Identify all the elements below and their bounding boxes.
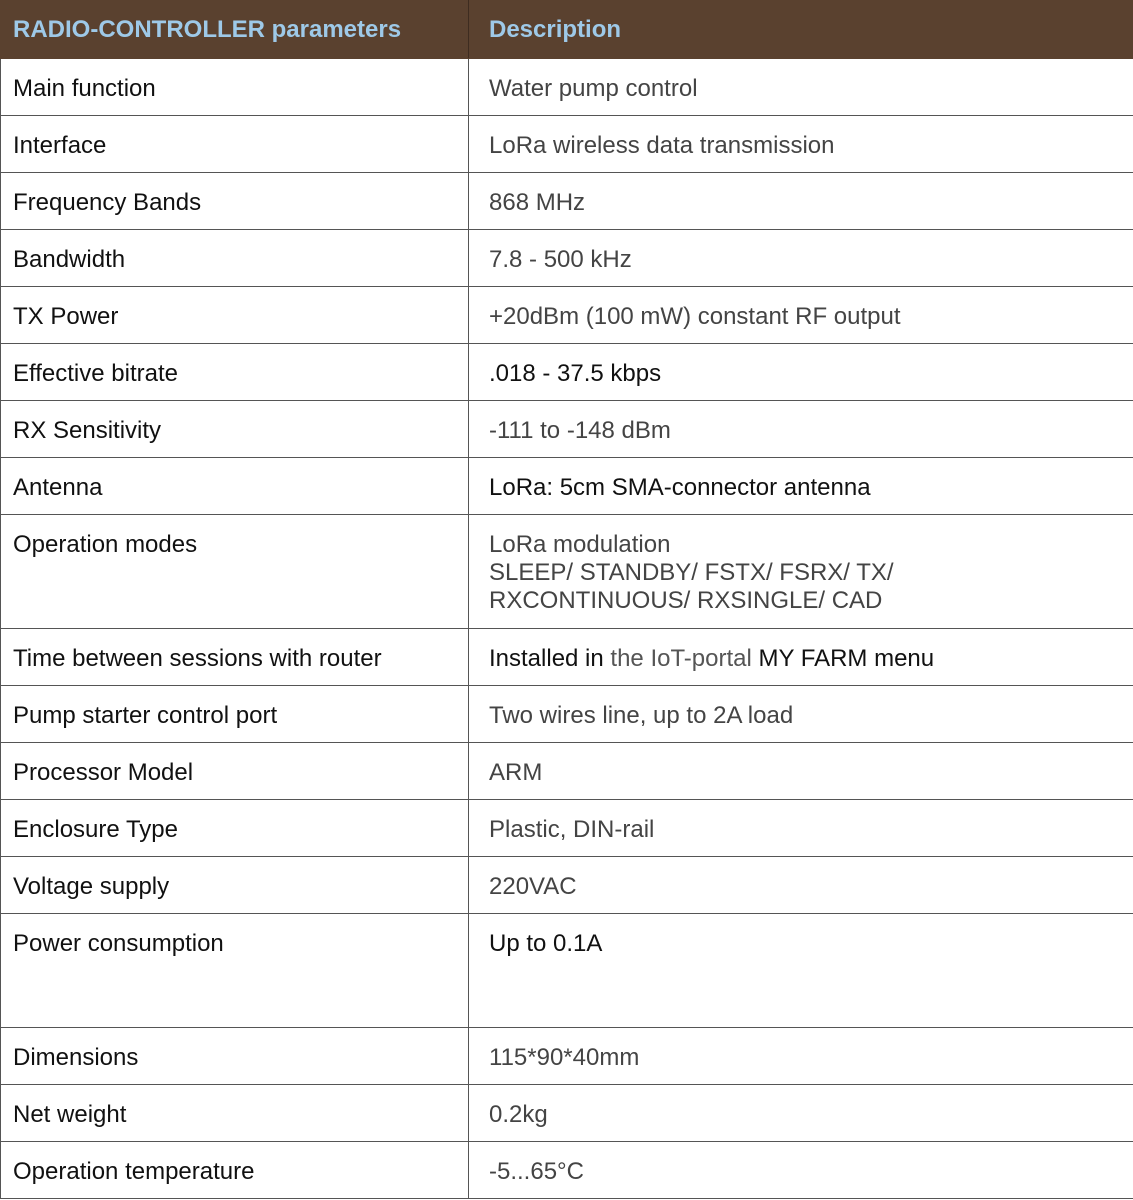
parameter-cell: Operation temperature (1, 1142, 469, 1199)
value-cell: LoRa wireless data transmission (469, 116, 1133, 173)
table-row (1, 857, 1133, 914)
value-line: LoRa modulation (489, 531, 671, 558)
table-row (1, 344, 1133, 401)
parameter-cell: Dimensions (1, 1028, 469, 1085)
parameter-cell: RX Sensitivity (1, 401, 469, 458)
value-cell (469, 515, 1133, 629)
value-cell: 115*90*40mm (469, 1028, 1133, 1085)
column-header-description: Description (469, 1, 1133, 59)
table-row (1, 173, 1133, 230)
table-row (1, 230, 1133, 287)
value-cell: 0.2kg (469, 1085, 1133, 1142)
parameter-cell: Frequency Bands (1, 173, 469, 230)
parameter-cell: Interface (1, 116, 469, 173)
parameter-cell: Effective bitrate (1, 344, 469, 401)
table-row (1, 287, 1133, 344)
parameter-cell: Processor Model (1, 743, 469, 800)
column-header-parameters: RADIO-CONTROLLER parameters (1, 1, 469, 59)
value-cell (469, 629, 1133, 686)
table-header-row (1, 1, 1133, 59)
value-cell: 7.8 - 500 kHz (469, 230, 1133, 287)
table-row (1, 914, 1133, 1028)
parameter-cell: TX Power (1, 287, 469, 344)
parameter-cell: Power consumption (1, 914, 469, 1028)
parameter-cell: Voltage supply (1, 857, 469, 914)
table-row (1, 1142, 1133, 1199)
value-cell: 220VAC (469, 857, 1133, 914)
value-text-part: the IoT-portal (603, 645, 759, 672)
parameter-cell: Time between sessions with router (1, 629, 469, 686)
value-cell: Water pump control (469, 59, 1133, 116)
table-row (1, 59, 1133, 116)
table-row (1, 116, 1133, 173)
value-text-part: Installed in (489, 645, 604, 672)
table-row (1, 629, 1133, 686)
table-row (1, 1085, 1133, 1142)
value-cell: LoRa: 5cm SMA-connector antenna (469, 458, 1133, 515)
value-cell: Two wires line, up to 2A load (469, 686, 1133, 743)
value-cell: ARM (469, 743, 1133, 800)
parameter-cell: Antenna (1, 458, 469, 515)
value-cell: -5...65°C (469, 1142, 1133, 1199)
table-row (1, 686, 1133, 743)
table-row (1, 1028, 1133, 1085)
table-row (1, 515, 1133, 629)
value-cell: Up to 0.1A (469, 914, 1133, 1028)
parameter-cell: Pump starter control port (1, 686, 469, 743)
table-row (1, 743, 1133, 800)
value-cell: +20dBm (100 mW) constant RF output (469, 287, 1133, 344)
value-cell: Plastic, DIN-rail (469, 800, 1133, 857)
value-cell: -111 to -148 dBm (469, 401, 1133, 458)
value-text-part: MY FARM menu (758, 645, 935, 672)
parameter-cell: Bandwidth (1, 230, 469, 287)
value-line: SLEEP/ STANDBY/ FSTX/ FSRX/ TX/ (489, 559, 894, 586)
parameter-cell: Operation modes (1, 515, 469, 629)
parameter-cell: Enclosure Type (1, 800, 469, 857)
parameter-cell: Net weight (1, 1085, 469, 1142)
value-cell: .018 - 37.5 kbps (469, 344, 1133, 401)
table-row (1, 458, 1133, 515)
value-cell: 868 MHz (469, 173, 1133, 230)
table-row (1, 401, 1133, 458)
value-line: RXCONTINUOUS/ RXSINGLE/ CAD (489, 587, 883, 614)
parameter-cell: Main function (1, 59, 469, 116)
table-row (1, 800, 1133, 857)
